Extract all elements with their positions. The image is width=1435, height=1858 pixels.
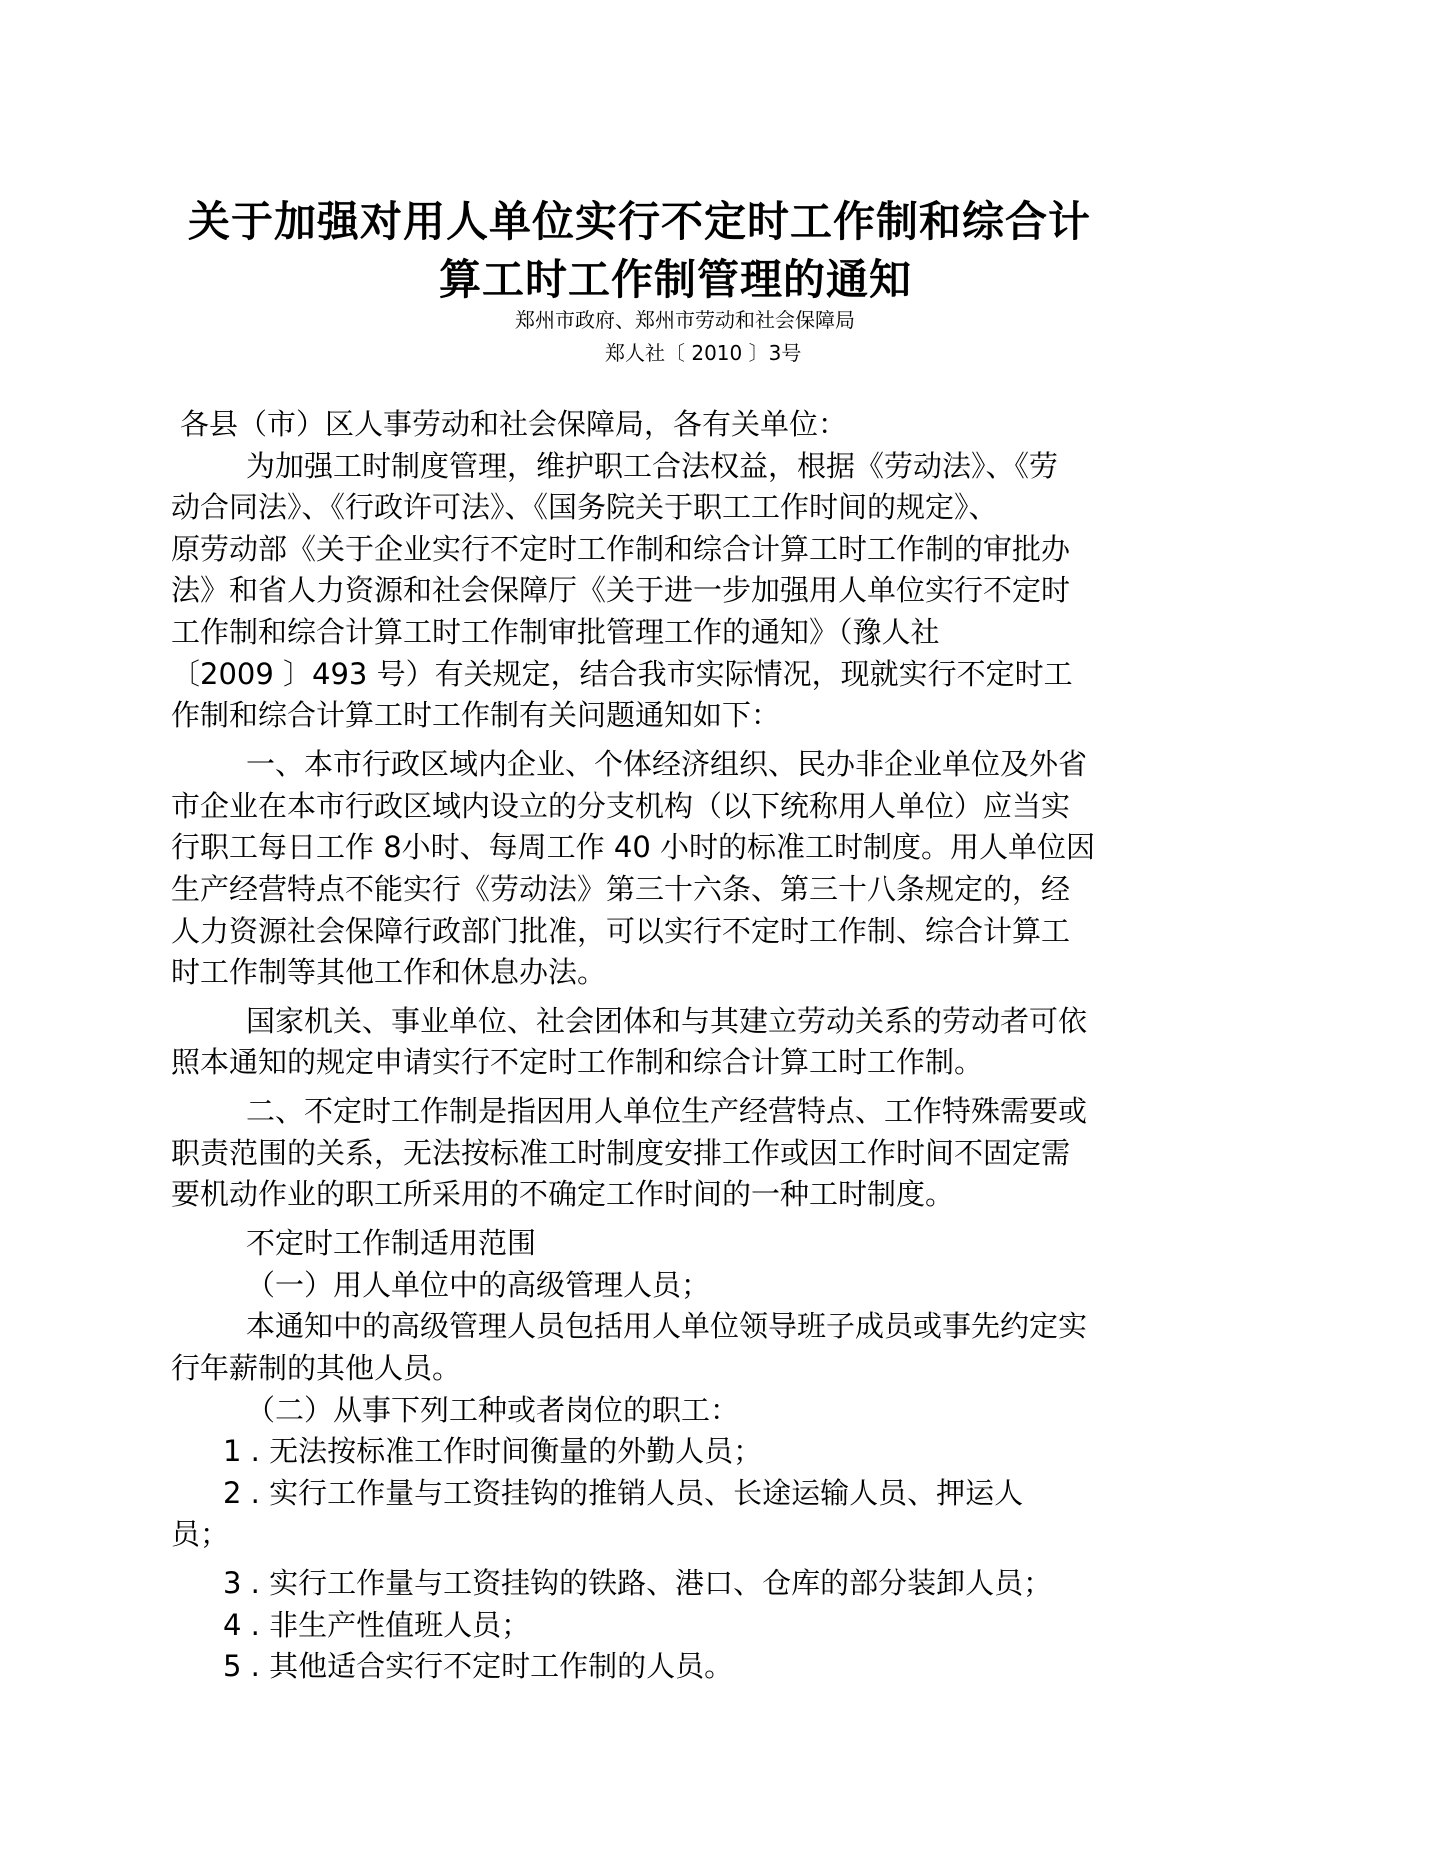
body-line: 时工作制等其他工作和休息办法。 [171,955,607,989]
body-line: 照本通知的规定申请实行不定时工作制和综合计算工时工作制。 [171,1045,984,1079]
section-heading: 不定时工作制适用范围 [246,1226,537,1260]
salutation: 各县（市）区人事劳动和社会保障局，各有关单位： [180,407,848,441]
body-line: 行职工每日工作 8小时、每周工作 40 小时的标准工时制度。用人单位因 [171,830,1096,864]
list-item: 1 . 无法按标准工作时间衡量的外勤人员； [223,1434,763,1468]
list-item: 4 . 非生产性值班人员； [223,1608,531,1642]
list-item: 5 . 其他适合实行不定时工作制的人员。 [223,1649,734,1683]
body-line: 法》和省人力资源和社会保障厅《关于进一步加强用人单位实行不定时 [171,573,1071,607]
body-line: 市企业在本市行政区域内设立的分支机构（以下统称用人单位）应当实 [171,789,1071,823]
body-line: 一、本市行政区域内企业、个体经济组织、民办非企业单位及外省 [246,747,1088,781]
body-line: 国家机关、事业单位、社会团体和与其建立劳动关系的劳动者可依 [246,1004,1088,1038]
body-line: 二、不定时工作制是指因用人单位生产经营特点、工作特殊需要或 [246,1094,1088,1128]
body-line: 职责范围的关系，无法按标准工时制度安排工作或因工作时间不固定需 [171,1136,1071,1170]
body-line: 工作制和综合计算工时工作制审批管理工作的通知》（豫人社 [171,615,940,649]
body-line: 为加强工时制度管理，维护职工合法权益，根据《劳动法》、《劳 [246,449,1059,483]
issuer-line: 郑州市政府、郑州市劳动和社会保障局 [515,308,855,332]
body-line: 生产经营特点不能实行《劳动法》第三十六条、第三十八条规定的，经 [171,872,1071,906]
body-line: 作制和综合计算工时工作制有关问题通知如下： [171,698,781,732]
list-item: 3 . 实行工作量与工资挂钩的铁路、港口、仓库的部分装卸人员； [223,1566,1053,1600]
body-line: 本通知中的高级管理人员包括用人单位领导班子成员或事先约定实 [246,1309,1088,1343]
body-line: 行年薪制的其他人员。 [171,1351,462,1385]
body-line: 原劳动部《关于企业实行不定时工作制和综合计算工时工作制的审批办 [171,532,1071,566]
list-item: （一）用人单位中的高级管理人员； [246,1268,711,1302]
document-number: 郑人社〔 2010 〕3号 [605,341,802,365]
body-line: 员； [171,1517,230,1551]
body-line: 人力资源社会保障行政部门批准，可以实行不定时工作制、综合计算工 [171,914,1071,948]
document-title-line-2: 算工时工作制管理的通知 [439,255,913,304]
body-line: 〔2009 〕493 号）有关规定，结合我市实际情况，现就实行不定时工 [171,657,1073,691]
list-item: （二）从事下列工种或者岗位的职工： [246,1393,740,1427]
document-title-line-1: 关于加强对用人单位实行不定时工作制和综合计 [188,197,1092,246]
body-line: 动合同法》、《行政许可法》、《国务院关于职工工作时间的规定》、 [171,490,998,524]
body-line: 要机动作业的职工所采用的不确定工作时间的一种工时制度。 [171,1177,955,1211]
list-item: 2 . 实行工作量与工资挂钩的推销人员、长途运输人员、押运人 [223,1476,1024,1510]
